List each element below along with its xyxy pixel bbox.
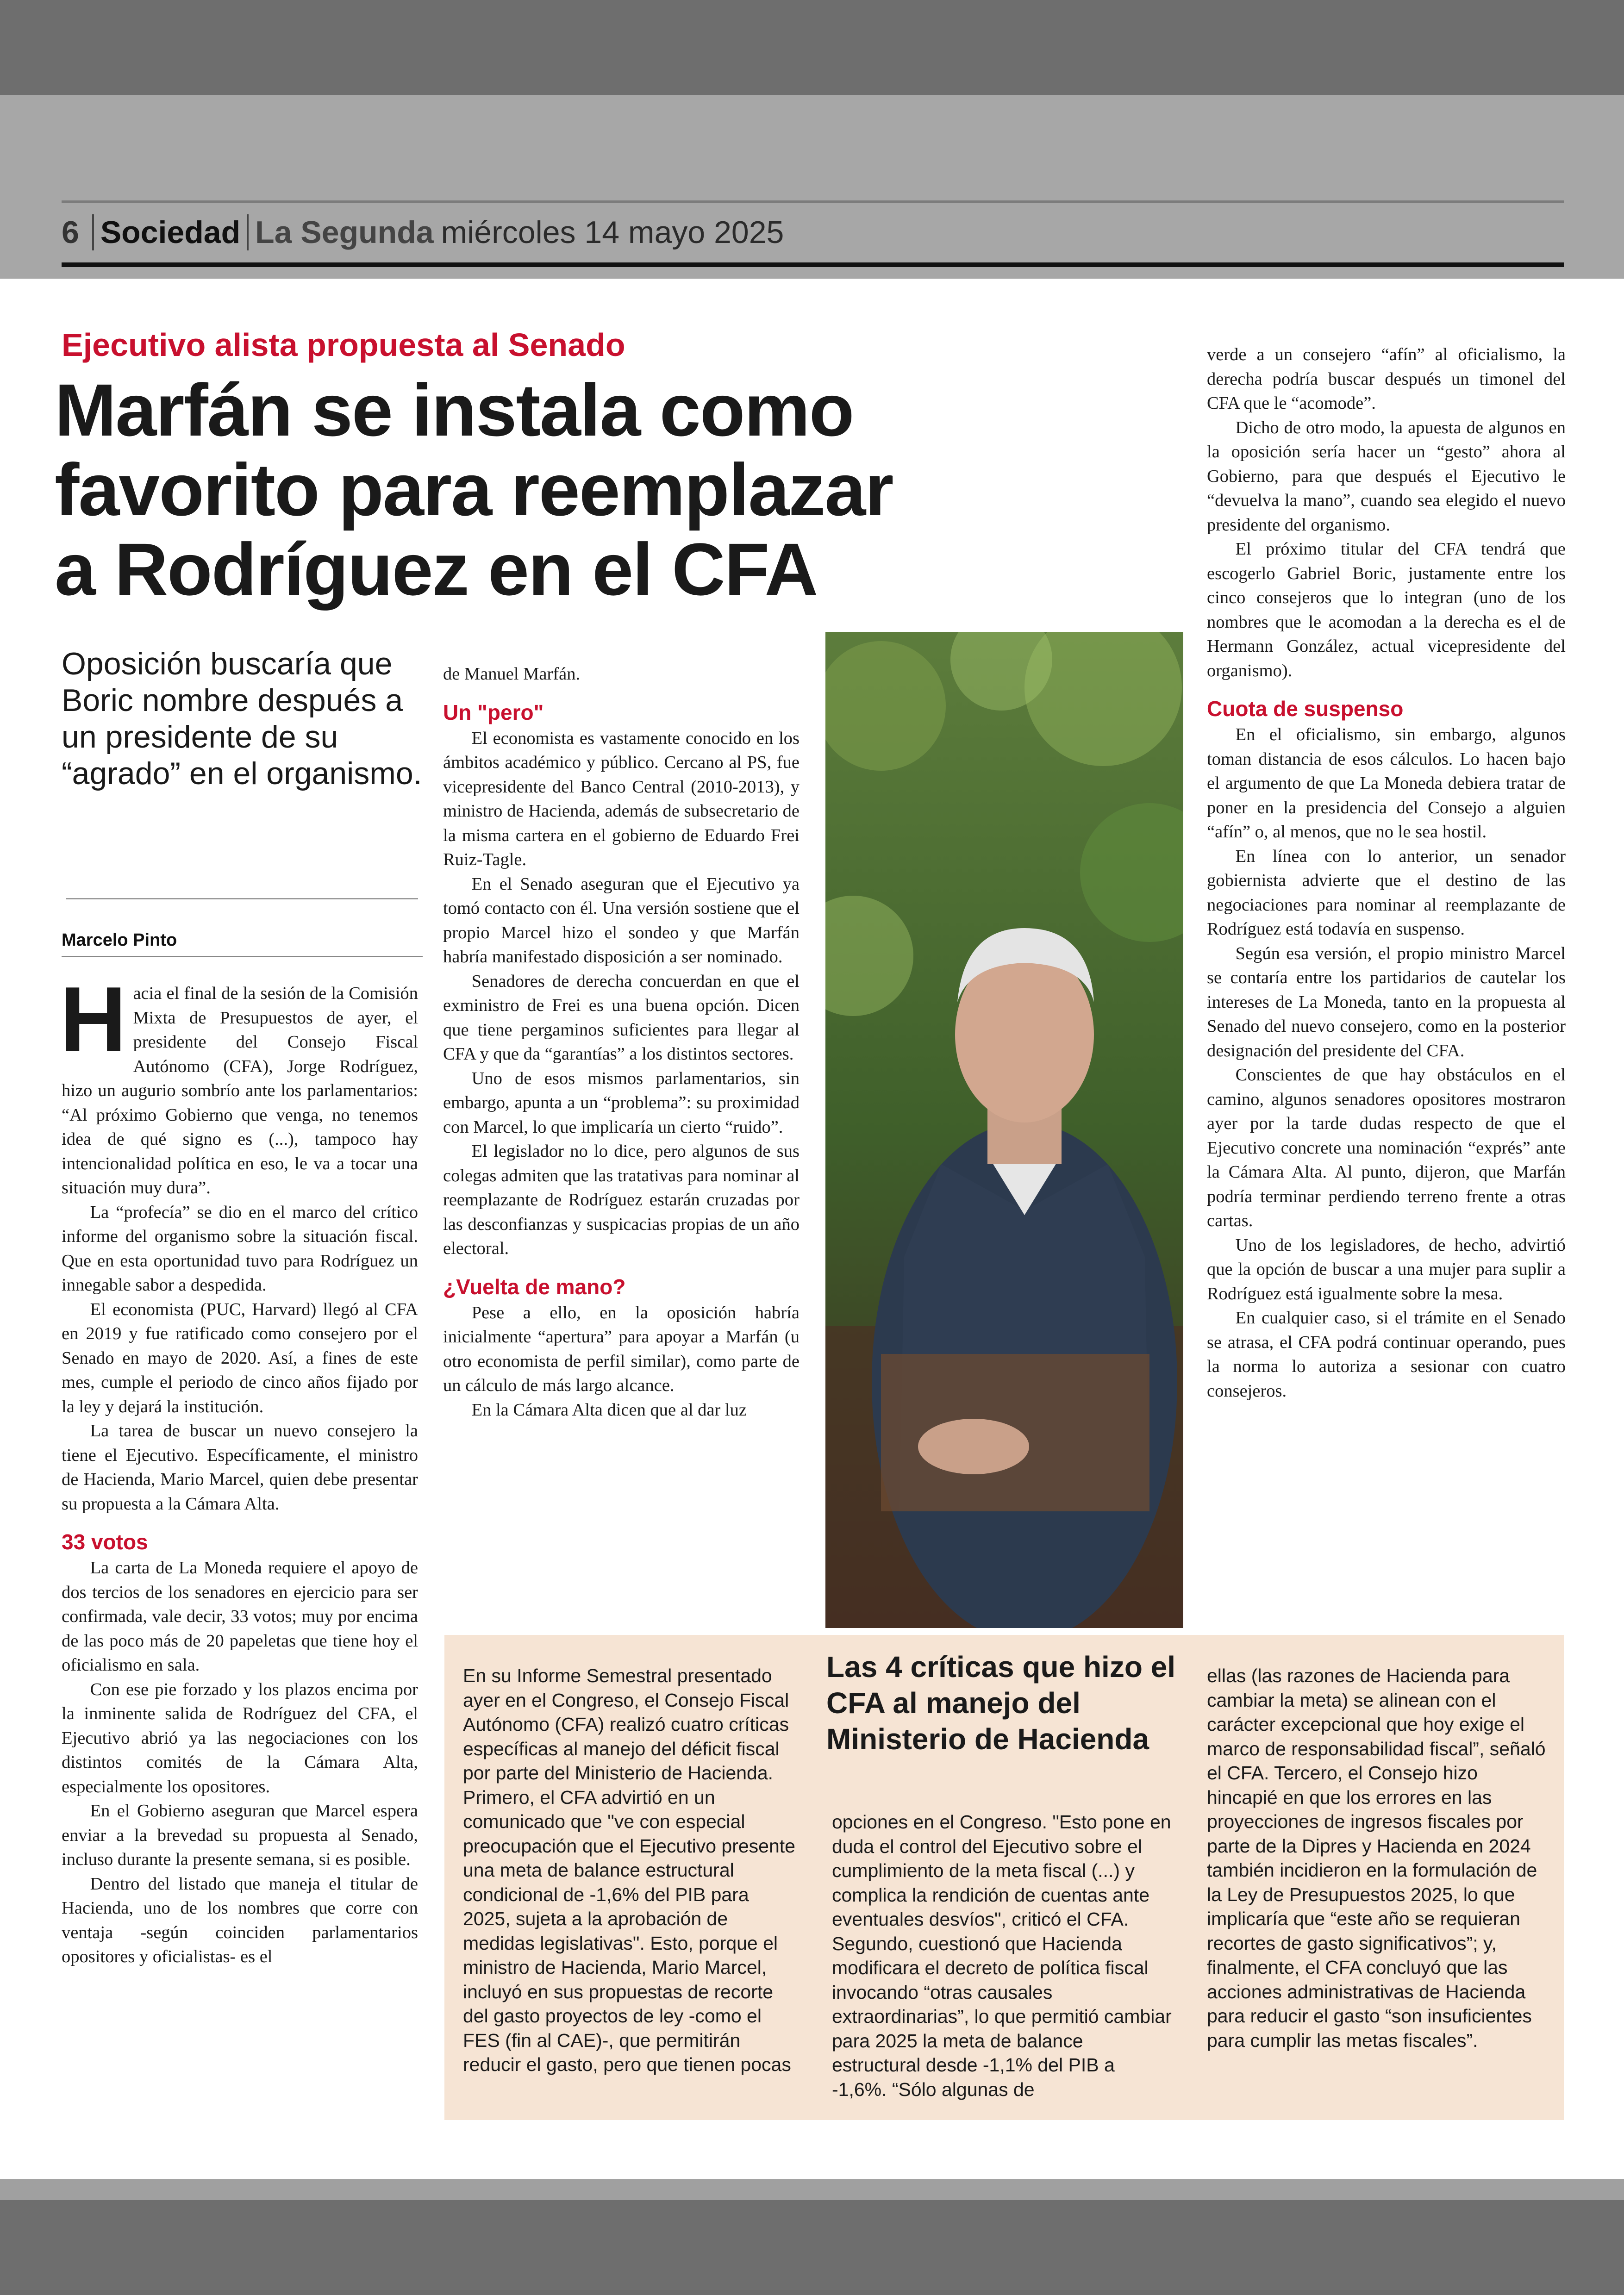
article-standfirst: Oposición buscaría que Boric nombre después a un presidente de su “agrado” en el organismo.	[62, 646, 422, 791]
header-top-rule	[62, 200, 1564, 203]
article-paragraph: Uno de esos mismos parlamentarios, sin embargo, apunta a un “problema”: su proximidad con Marcel, lo que implicaría un cierto “ruido”.	[443, 1068, 800, 1137]
article-paragraph: La tarea de buscar un nuevo consejero la tiene el Ejecutivo. Específicamente, el ministro de Hacienda, Mario Marcel, quien debe presentar su propuesta a la Cámara Alta.	[62, 1421, 418, 1514]
article-paragraph: de Manuel Marfán.	[443, 664, 581, 684]
article-paragraph: El economista es vastamente conocido en los ámbitos académico y público. Cercano al PS, fue vicepresidente del Banco Central (2010-2013), y ministro de Hacienda, además de subsecretario de la misma cartera en el gobierno de Eduardo Frei Ruiz-Tagle.	[443, 728, 800, 869]
article-column-1	[60, 968, 418, 1969]
headline-line: favorito para reemplazar	[55, 448, 893, 531]
article-paragraph: El economista (PUC, Harvard) llegó al CFA en 2019 y fue ratificado como consejero por el Senado en mayo de 2020. Así, a fines de este mes, cumple el periodo de cinco años fijado por la ley y dejará la institución.	[62, 1299, 418, 1416]
article-paragraph: El legislador no lo dice, pero algunos de sus colegas admiten que las tratativas para nominar al reemplazante de Rodríguez estarán cruzadas por las desconfianzas y suspicacias propias de un año electoral.	[443, 1141, 800, 1258]
article-paragraph: En la Cámara Alta dicen que al dar luz	[471, 1400, 747, 1420]
standfirst-rule	[66, 898, 418, 899]
byline-rule	[62, 956, 423, 957]
header-divider	[92, 214, 94, 250]
article-column-2	[443, 662, 800, 1422]
drop-cap: H	[60, 968, 127, 1071]
page-header	[62, 209, 784, 256]
bottom-frame-dark	[0, 2200, 1624, 2295]
article-paragraph: Con ese pie forzado y los plazos encima por la inminente salida de Rodríguez del CFA, el Ejecutivo abrió ya las negociaciones con los distintos comités de la Cámara Alta, especialmente los opositores.	[62, 1679, 418, 1796]
subheading: Un "pero"	[443, 700, 544, 724]
article-paragraph: El próximo titular del CFA tendrá que escogerlo Gabriel Boric, justamente entre los cinco consejeros que lo integran (uno de los nombres que le acomodan a la derecha es el de Hermann González, actual vicepresidente del organismo).	[1207, 539, 1566, 680]
header-divider	[247, 214, 249, 250]
subheading: 33 votos	[62, 1530, 148, 1554]
header-bottom-rule	[62, 262, 1564, 267]
publication-name: La Segunda	[255, 215, 434, 250]
article-headline	[55, 370, 1166, 609]
article-paragraph: En cualquier caso, si el trámite en el Senado se atrasa, el CFA podrá continuar operando, pues la norma lo autoriza a sesionar con cuatro consejeros.	[1207, 1308, 1566, 1401]
headline-line: a Rodríguez en el CFA	[55, 528, 818, 611]
article-paragraph	[60, 968, 418, 1200]
article-paragraph: Conscientes de que hay obstáculos en el camino, algunos senadores opositores mostraron ayer por la tarde dudas respecto de que el Ejecutivo concrete una nominación “exprés” ante la Cámara Alta. Al punto, dijeron, que Marfán podría terminar perdiendo terreno frente a otras cartas.	[1207, 1065, 1566, 1230]
article-column-4	[1207, 343, 1566, 1403]
article-photo	[825, 632, 1183, 1628]
lead-text: acia el final de la sesión de la Comisión Mixta de Presupuestos de ayer, el presidente del Consejo Fiscal Autónomo (CFA), Jorge Rodríguez, hizo un augurio sombrío ante los parlamentarios: “Al próximo Gobierno que venga, no tenemos idea de qué signo es (...), tampoco hay intencionalidad política en eso, le va a tocar una situación muy dura”.	[62, 984, 418, 1197]
article-byline: Marcelo Pinto	[62, 930, 177, 950]
article-paragraph: En el Senado aseguran que el Ejecutivo ya tomó contacto con él. Una versión sostiene que el propio Marcel hizo el sondeo y que Marfán habría manifestado disposición a ser nominado.	[443, 874, 800, 967]
bottom-frame-gray	[0, 2179, 1624, 2200]
top-frame-dark	[0, 0, 1624, 95]
sidebar-box-column-2: opciones en el Congreso. "Esto pone en duda el control del Ejecutivo sobre el cumplimiento de la meta fiscal (...) y complica la rendición de cuentas ante eventuales desvíos", criticó el CFA. Segundo, cuestionó que Hacienda modificara el decreto de política fiscal invocando “otras causales extraordinarias”, lo que permitió cambiar para 2025 la meta de balance estructural desde -1,1% del PIB a -1,6%. “Sólo algunas de	[832, 1811, 1172, 2100]
article-paragraph: En línea con lo anterior, un senador gobiernista advierte que el destino de las negociaciones para nominar al reemplazante de Rodríguez está todavía en suspenso.	[1207, 846, 1566, 939]
subheading: Cuota de suspenso	[1207, 697, 1404, 721]
article-kicker: Ejecutivo alista propuesta al Senado	[62, 327, 625, 363]
portrait-photo-illustration	[825, 632, 1183, 1628]
subheading: ¿Vuelta de mano?	[443, 1274, 626, 1299]
article-paragraph: La “profecía” se dio en el marco del crítico informe del organismo sobre la situación fiscal. Que en esta oportunidad tuvo para Rodríguez un innegable sabor a despedida.	[62, 1202, 418, 1295]
article-paragraph: Senadores de derecha concuerdan en que el exministro de Frei es una buena opción. Dicen que tiene pergaminos suficientes para llegar al CFA y que da “garantías” a los distintos sectores.	[443, 971, 800, 1064]
article-paragraph: En el oficialismo, sin embargo, algunos toman distancia de esos cálculos. Lo hacen bajo el argumento de que La Moneda debiera tratar de poner en la presidencia del Consejo a alguien “afín” o, al menos, que no le sea hostil.	[1207, 725, 1566, 842]
sidebar-box-column-1: En su Informe Semestral presentado ayer en el Congreso, el Consejo Fiscal Autónomo (CFA) realizó cuatro críticas específicas al manejo del déficit fiscal por parte del Ministerio de Hacienda. Primero, el CFA advirtió en un comunicado que "ve con especial preocupación que el Ejecutivo presente una meta de balance estructural condicional de -1,6% del PIB para 2025, sujeta a la aprobación de medidas legislativas". Esto, porque el ministro de Hacienda, Mario Marcel, incluyó en sus propuestas de recorte del gasto proyectos de ley -como el FES (fin al CAE)-, que permitirán reducir el gasto, pero que tienen pocas	[463, 1665, 795, 2075]
article-paragraph: Pese a ello, en la oposición habría inicialmente “apertura” para apoyar a Marfán (u otro economista de perfil similar), como parte de un cálculo de más largo alcance.	[443, 1303, 800, 1395]
sidebar-box-title: Las 4 críticas que hizo el CFA al manejo del Ministerio de Hacienda	[826, 1650, 1176, 1756]
article-paragraph: Según esa versión, el propio ministro Marcel se contaría entre los partidarios de cautelar los intereses de La Moneda, tanto en la propuesta al Senado del nuevo consejero, como en la posterior designación del presidente del CFA.	[1207, 943, 1566, 1060]
publication-date: miércoles 14 mayo 2025	[441, 215, 784, 250]
headline-line: Marfán se instala como	[55, 368, 854, 451]
sidebar-box-column-3: ellas (las razones de Hacienda para cambiar la meta) se alinean con el carácter excepcional que hoy exige el marco de responsabilidad fiscal”, señaló el CFA. Tercero, el Consejo hizo hincapié en que los errores en las proyecciones de ingresos fiscales por parte de la Dipres y Hacienda en 2024 también incidieron en la formulación de la Ley de Presupuestos 2025, lo que implicaría que “este año se requieran recortes de gasto significativos”; y, finalmente, el CFA concluyó que las acciones administrativas de Hacienda para reducir el gasto “son insuficientes para cumplir las metas fiscales”.	[1207, 1665, 1546, 2051]
article-paragraph: Dentro del listado que maneja el titular de Hacienda, uno de los nombres que corre con ventaja -según coinciden parlamentarios opositores y oficialistas- es el	[62, 1874, 418, 1966]
article-paragraph: La carta de La Moneda requiere el apoyo de dos tercios de los senadores en ejercicio para ser confirmada, vale decir, 33 votos; muy por encima de las poco más de 20 papeletas que tiene hoy el oficialismo en sala.	[62, 1558, 418, 1675]
article-paragraph: Dicho de otro modo, la apuesta de algunos en la oposición sería hacer un “gesto” ahora al Gobierno, para que después el Ejecutivo le “devuelva la mano”, cuando sea elegido el nuevo presidente del organismo.	[1207, 418, 1566, 535]
section-name: Sociedad	[100, 215, 241, 250]
article-paragraph: En el Gobierno aseguran que Marcel espera enviar a la brevedad su propuesta al Senado, incluso durante la presente semana, si es posible.	[62, 1801, 418, 1869]
article-paragraph: Uno de los legisladores, de hecho, advirtió que la opción de buscar a una mujer para suplir a Rodríguez está igualmente sobre la mesa.	[1207, 1235, 1566, 1303]
article-paragraph: verde a un consejero “afín” al oficialismo, la derecha podría buscar después un timonel del CFA que le “acomode”.	[1207, 345, 1566, 413]
page-number: 6	[62, 215, 79, 250]
